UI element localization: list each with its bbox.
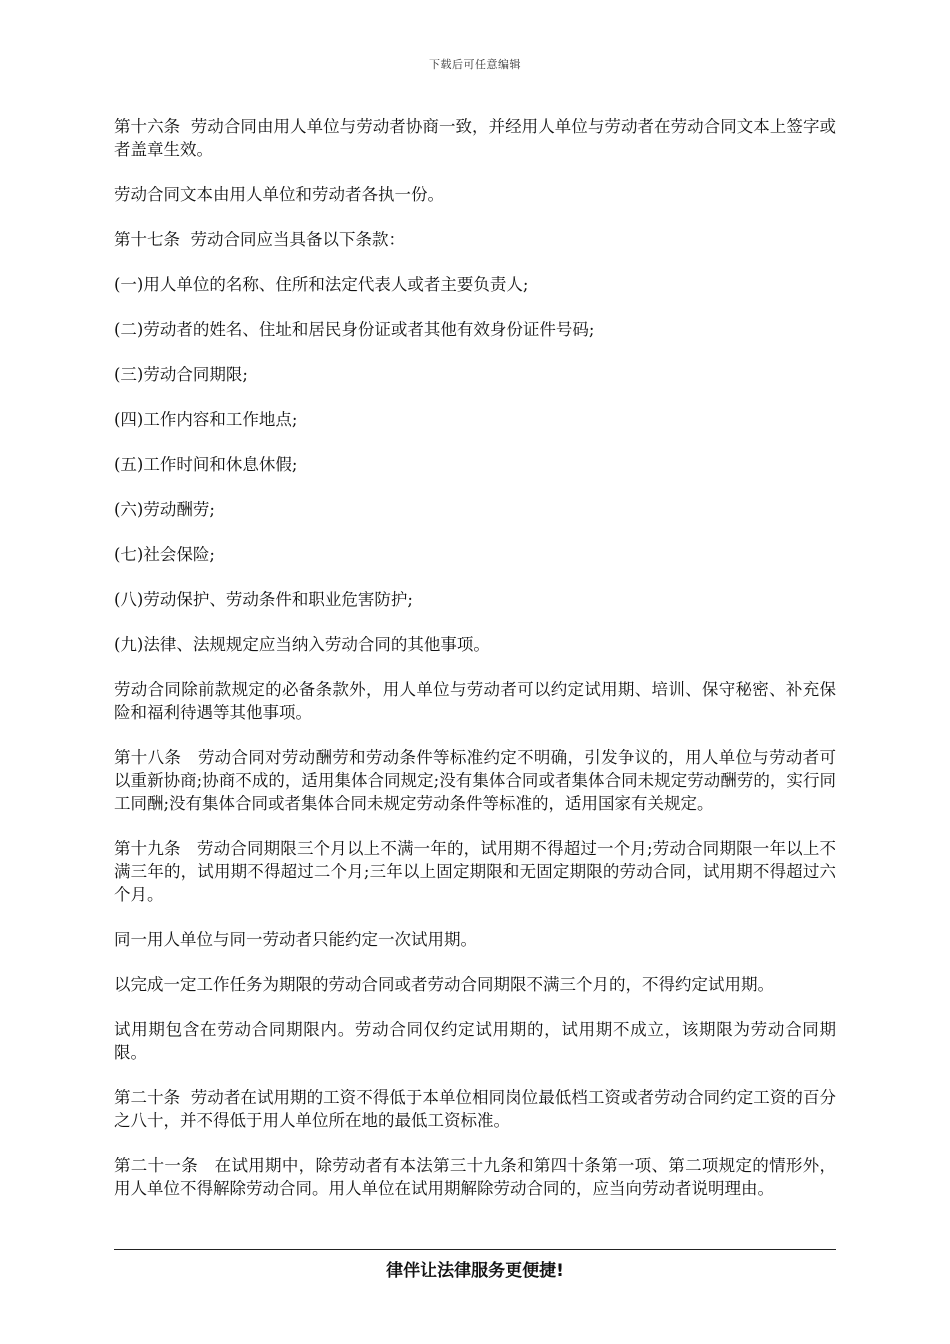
page-header: 下载后可任意编辑 [429,58,521,71]
paragraph: 第十九条 劳动合同期限三个月以上不满一年的，试用期不得超过一个月;劳动合同期限一年以上不满三年的，试用期不得超过二个月;三年以上固定期限和无固定期限的劳动合同，试用期不得超过六个月。 [114,839,836,904]
paragraph: 以完成一定工作任务为期限的劳动合同或者劳动合同期限不满三个月的，不得约定试用期。 [114,975,774,994]
paragraph: 第十六条 劳动合同由用人单位与劳动者协商一致，并经用人单位与劳动者在劳动合同文本上签字或者盖章生效。 [114,117,836,159]
paragraph: 同一用人单位与同一劳动者只能约定一次试用期。 [114,930,477,949]
page-footer: 律伴让法律服务更便捷! [386,1261,564,1281]
paragraph: 第二十一条 在试用期中，除劳动者有本法第三十九条和第四十条第一项、第二项规定的情形外，用人单位不得解除劳动合同。用人单位在试用期解除劳动合同的，应当向劳动者说明理由。 [114,1156,836,1198]
paragraph: 第二十条 劳动者在试用期的工资不得低于本单位相同岗位最低档工资或者劳动合同约定工资的百分之八十，并不得低于用人单位所在地的最低工资标准。 [114,1088,836,1130]
paragraph: 第十八条 劳动合同对劳动酬劳和劳动条件等标准约定不明确，引发争议的，用人单位与劳动者可以重新协商;协商不成的，适用集体合同规定;没有集体合同或者集体合同未规定劳动酬劳的，实行同工同酬;没有集体合同或者集体合同未规定劳动条件等标准的，适用国家有关规定。 [114,748,836,813]
footer-divider [114,1249,836,1250]
paragraph: 劳动合同文本由用人单位和劳动者各执一份。 [114,185,444,204]
list-item: (五)工作时间和休息休假; [114,455,298,474]
list-item: (九)法律、法规规定应当纳入劳动合同的其他事项。 [114,635,490,654]
list-item: (二)劳动者的姓名、住址和居民身份证或者其他有效身份证件号码; [114,320,595,339]
list-item: (八)劳动保护、劳动条件和职业危害防护; [114,590,413,609]
list-item: (七)社会保险; [114,545,215,564]
document-body [114,115,836,1222]
paragraph: 劳动合同除前款规定的必备条款外，用人单位与劳动者可以约定试用期、培训、保守秘密、补充保险和福利待遇等其他事项。 [114,680,836,722]
list-item: (一)用人单位的名称、住所和法定代表人或者主要负责人; [114,275,529,294]
list-item: (六)劳动酬劳; [114,500,215,519]
list-item: (三)劳动合同期限; [114,365,248,384]
list-item: (四)工作内容和工作地点; [114,410,298,429]
paragraph: 第十七条 劳动合同应当具备以下条款： [114,230,405,249]
paragraph: 试用期包含在劳动合同期限内。劳动合同仅约定试用期的，试用期不成立，该期限为劳动合同期限。 [114,1020,836,1062]
